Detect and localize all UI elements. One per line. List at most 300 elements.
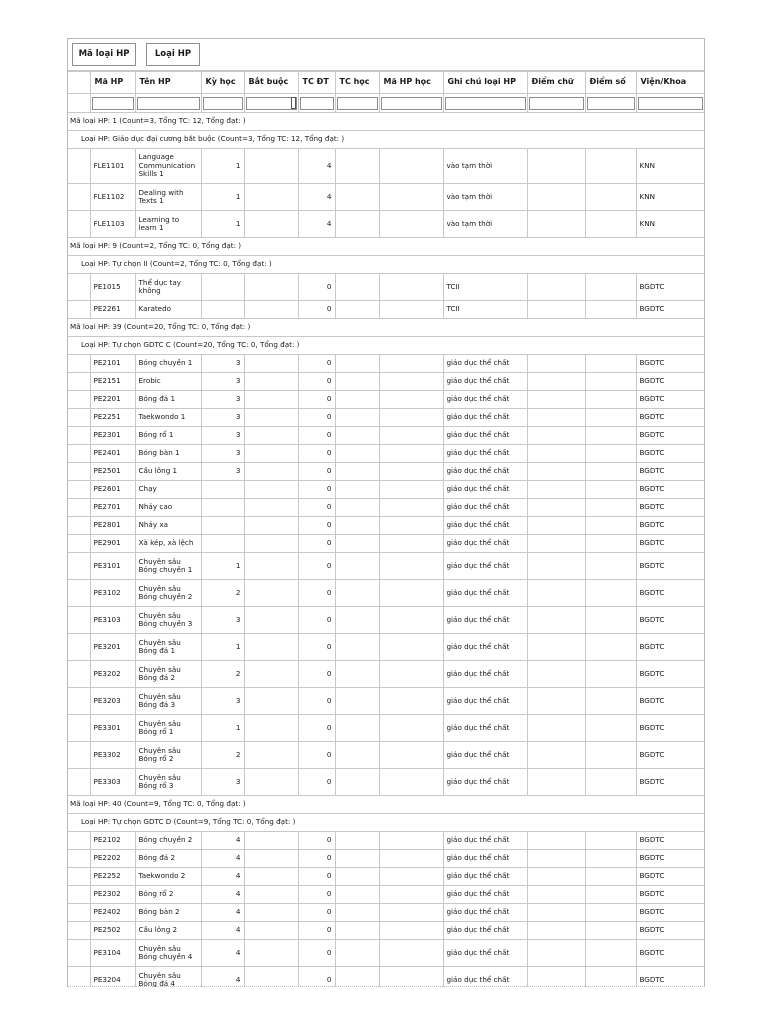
cell-diem-chu (527, 688, 585, 715)
cell-diem-so (585, 580, 636, 607)
row-indent-cell (68, 463, 79, 481)
cell-ma-hp-hoc (379, 832, 443, 850)
cell-ma-hp-hoc (379, 769, 443, 796)
cell-tc-hoc (335, 481, 379, 499)
cell-diem-so (585, 634, 636, 661)
cell-ma-hp: PE3204 (90, 967, 135, 988)
cell-ma-hp: PE2401 (90, 445, 135, 463)
table-row[interactable] (68, 688, 704, 715)
cell-ghi-chu-loai-hp: giáo dục thể chất (443, 688, 527, 715)
cell-bat-buoc (244, 274, 298, 301)
group-indent-header (79, 72, 90, 94)
cell-ky-hoc: 2 (201, 742, 244, 769)
group-row-loai-hp[interactable] (68, 131, 704, 149)
cell-ma-hp-hoc (379, 940, 443, 967)
cell-tc-hoc (335, 886, 379, 904)
cell-tc-hoc (335, 850, 379, 868)
cell-ghi-chu-loai-hp: giáo dục thể chất (443, 904, 527, 922)
cell-ten-hp: Chuyên sâu Bóng chuyền 3 (135, 607, 201, 634)
cell-diem-so (585, 715, 636, 742)
cell-ghi-chu-loai-hp: giáo dục thể chất (443, 832, 527, 850)
filter-input-tc-dt[interactable] (300, 97, 334, 110)
cell-diem-so (585, 355, 636, 373)
cell-bat-buoc (244, 742, 298, 769)
filter-input-ten-hp[interactable] (137, 97, 200, 110)
filter-input-ghi-chu-loai-hp[interactable] (445, 97, 526, 110)
row-indent-cell (68, 742, 79, 769)
cell-ma-hp-hoc (379, 481, 443, 499)
cell-ghi-chu-loai-hp: giáo dục thể chất (443, 427, 527, 445)
filter-input-bat-buoc[interactable] (246, 97, 297, 110)
table-row[interactable] (68, 409, 704, 427)
table-row[interactable] (68, 769, 704, 796)
table-row[interactable] (68, 715, 704, 742)
cell-vien-khoa: BGDTC (636, 967, 704, 988)
cell-ky-hoc (201, 499, 244, 517)
cell-diem-so (585, 688, 636, 715)
row-indent-cell (68, 427, 79, 445)
cell-tc-dt: 0 (298, 553, 335, 580)
cell-diem-chu (527, 445, 585, 463)
cell-ma-hp: FLE1101 (90, 149, 135, 184)
table-row[interactable] (68, 391, 704, 409)
filter-input-diem-so[interactable] (587, 97, 635, 110)
table-row[interactable] (68, 499, 704, 517)
cell-ghi-chu-loai-hp: giáo dục thể chất (443, 355, 527, 373)
filter-checkbox-bat-buoc[interactable] (291, 97, 296, 109)
course-grid-panel (67, 38, 705, 987)
cell-diem-so (585, 463, 636, 481)
filter-input-tc-hoc[interactable] (337, 97, 378, 110)
cell-ghi-chu-loai-hp: vào tạm thời (443, 184, 527, 211)
cell-ghi-chu-loai-hp: giáo dục thể chất (443, 850, 527, 868)
cell-diem-chu (527, 535, 585, 553)
cell-ma-hp: FLE1103 (90, 211, 135, 238)
cell-ma-hp: PE1015 (90, 274, 135, 301)
row-indent-cell (79, 769, 90, 796)
cell-ky-hoc (201, 517, 244, 535)
cell-ky-hoc: 3 (201, 391, 244, 409)
cell-ky-hoc: 1 (201, 184, 244, 211)
filter-cell-tc-hoc (335, 94, 379, 113)
cell-tc-hoc (335, 184, 379, 211)
group-row-ma-loai-hp[interactable] (68, 113, 704, 131)
row-indent-cell (68, 661, 79, 688)
cell-ten-hp: Chuyên sâu Bóng chuyền 4 (135, 940, 201, 967)
cell-vien-khoa: BGDTC (636, 742, 704, 769)
cell-diem-so (585, 661, 636, 688)
column-header-diem-chu[interactable]: Điểm chữ (527, 72, 585, 94)
table-row[interactable] (68, 967, 704, 988)
cell-diem-chu (527, 481, 585, 499)
cell-tc-hoc (335, 373, 379, 391)
row-indent-cell (68, 355, 79, 373)
cell-vien-khoa: BGDTC (636, 481, 704, 499)
filter-input-ma-hp[interactable] (92, 97, 134, 110)
column-header-tc-dt[interactable]: TC ĐT (298, 72, 335, 94)
cell-diem-chu (527, 769, 585, 796)
cell-tc-hoc (335, 688, 379, 715)
cell-vien-khoa: BGDTC (636, 886, 704, 904)
column-header-bat-buoc[interactable]: Bắt buộc (244, 72, 298, 94)
cell-ky-hoc: 4 (201, 868, 244, 886)
group-row-ma-loai-hp[interactable] (68, 319, 704, 337)
group-chip-loai-hp[interactable]: Loại HP (146, 43, 200, 66)
cell-ma-hp-hoc (379, 409, 443, 427)
row-indent-cell (79, 832, 90, 850)
cell-tc-dt: 0 (298, 922, 335, 940)
cell-ma-hp-hoc (379, 580, 443, 607)
cell-vien-khoa: BGDTC (636, 580, 704, 607)
cell-ky-hoc (201, 481, 244, 499)
cell-ma-hp: PE2501 (90, 463, 135, 481)
row-indent-cell (68, 688, 79, 715)
cell-diem-chu (527, 634, 585, 661)
filter-cell-tc-dt (298, 94, 335, 113)
cell-tc-hoc (335, 427, 379, 445)
cell-ky-hoc (201, 301, 244, 319)
row-indent-cell (68, 445, 79, 463)
cell-ma-hp-hoc (379, 391, 443, 409)
column-header-ma-hp-hoc[interactable]: Mã HP học (379, 72, 443, 94)
cell-ky-hoc (201, 274, 244, 301)
row-indent-cell (79, 427, 90, 445)
group-row-loai-hp[interactable] (68, 337, 704, 355)
cell-ma-hp-hoc (379, 688, 443, 715)
cell-diem-chu (527, 149, 585, 184)
cell-tc-dt: 0 (298, 868, 335, 886)
cell-ma-hp: PE3202 (90, 661, 135, 688)
cell-diem-so (585, 832, 636, 850)
filter-input-vien-khoa[interactable] (638, 97, 703, 110)
cell-tc-dt: 0 (298, 481, 335, 499)
group-chip-ma-loai-hp[interactable]: Mã loại HP (72, 43, 136, 66)
cell-tc-hoc (335, 832, 379, 850)
cell-tc-dt: 0 (298, 688, 335, 715)
cell-ky-hoc: 3 (201, 769, 244, 796)
cell-bat-buoc (244, 517, 298, 535)
cell-ghi-chu-loai-hp: TCII (443, 274, 527, 301)
cell-bat-buoc (244, 886, 298, 904)
cell-ma-hp-hoc (379, 373, 443, 391)
cell-ky-hoc: 1 (201, 553, 244, 580)
column-header-ten-hp[interactable]: Tên HP (135, 72, 201, 94)
cell-bat-buoc (244, 184, 298, 211)
cell-diem-chu (527, 715, 585, 742)
cell-ma-hp-hoc (379, 355, 443, 373)
cell-vien-khoa: BGDTC (636, 274, 704, 301)
cell-ma-hp: PE3104 (90, 940, 135, 967)
cell-vien-khoa: BGDTC (636, 832, 704, 850)
filter-cell-ghi-chu-loai-hp (443, 94, 527, 113)
table-row[interactable] (68, 940, 704, 967)
cell-ky-hoc: 1 (201, 634, 244, 661)
cell-diem-so (585, 607, 636, 634)
cell-ma-hp: PE2301 (90, 427, 135, 445)
row-indent-cell (68, 850, 79, 868)
cell-diem-chu (527, 868, 585, 886)
row-indent-cell (68, 967, 79, 988)
cell-ten-hp: Bóng bàn 1 (135, 445, 201, 463)
cell-ten-hp: Learning to learn 1 (135, 211, 201, 238)
table-row[interactable] (68, 355, 704, 373)
cell-tc-dt: 0 (298, 832, 335, 850)
table-row[interactable] (68, 274, 704, 301)
cell-tc-hoc (335, 391, 379, 409)
row-indent-cell (79, 607, 90, 634)
row-indent-cell (79, 940, 90, 967)
row-indent-cell (68, 535, 79, 553)
cell-ky-hoc (201, 535, 244, 553)
cell-ten-hp: Taekwondo 1 (135, 409, 201, 427)
cell-bat-buoc (244, 904, 298, 922)
cell-diem-chu (527, 499, 585, 517)
row-indent-cell (79, 868, 90, 886)
cell-tc-hoc (335, 211, 379, 238)
filter-cell-vien-khoa (636, 94, 704, 113)
row-indent-cell (68, 184, 79, 211)
cell-vien-khoa: BGDTC (636, 868, 704, 886)
group-row-loai-hp[interactable] (68, 256, 704, 274)
cell-ghi-chu-loai-hp: giáo dục thể chất (443, 967, 527, 988)
cell-vien-khoa: BGDTC (636, 427, 704, 445)
row-indent-cell (68, 553, 79, 580)
cell-ten-hp: Nhảy xa (135, 517, 201, 535)
cell-vien-khoa: BGDTC (636, 715, 704, 742)
cell-diem-chu (527, 922, 585, 940)
column-header-ma-hp[interactable]: Mã HP (90, 72, 135, 94)
table-row[interactable] (68, 184, 704, 211)
cell-ma-hp: PE2201 (90, 391, 135, 409)
cell-ten-hp: Dealing with Texts 1 (135, 184, 201, 211)
cell-bat-buoc (244, 967, 298, 988)
cell-bat-buoc (244, 607, 298, 634)
cell-diem-chu (527, 517, 585, 535)
group-label: Mã loại HP: 9 (Count=2, Tổng TC: 0, Tổng đạt: ) (68, 238, 704, 256)
cell-ghi-chu-loai-hp: giáo dục thể chất (443, 769, 527, 796)
cell-bat-buoc (244, 922, 298, 940)
cell-bat-buoc (244, 715, 298, 742)
cell-ghi-chu-loai-hp: giáo dục thể chất (443, 553, 527, 580)
cell-tc-dt: 0 (298, 301, 335, 319)
table-row[interactable] (68, 149, 704, 184)
table-row[interactable] (68, 634, 704, 661)
cell-ma-hp-hoc (379, 535, 443, 553)
cell-vien-khoa: BGDTC (636, 301, 704, 319)
cell-ma-hp: PE2601 (90, 481, 135, 499)
column-header-vien-khoa[interactable]: Viện/Khoa (636, 72, 704, 94)
row-indent-cell (68, 211, 79, 238)
table-row[interactable] (68, 580, 704, 607)
row-indent-cell (68, 904, 79, 922)
cell-ma-hp: PE3102 (90, 580, 135, 607)
row-indent-cell (68, 409, 79, 427)
cell-ma-hp: PE3302 (90, 742, 135, 769)
table-row[interactable] (68, 553, 704, 580)
cell-bat-buoc (244, 580, 298, 607)
cell-tc-dt: 0 (298, 661, 335, 688)
cell-diem-so (585, 391, 636, 409)
cell-ten-hp: Bóng đá 2 (135, 850, 201, 868)
filter-input-ma-hp-hoc[interactable] (381, 97, 442, 110)
cell-tc-dt: 0 (298, 274, 335, 301)
cell-ten-hp: Karatedo (135, 301, 201, 319)
row-indent-cell (68, 580, 79, 607)
cell-ky-hoc: 3 (201, 355, 244, 373)
cell-ten-hp: Chuyên sâu Bóng đá 2 (135, 661, 201, 688)
cell-ky-hoc: 2 (201, 661, 244, 688)
column-header-diem-so[interactable]: Điểm số (585, 72, 636, 94)
table-row[interactable] (68, 922, 704, 940)
cell-ky-hoc: 3 (201, 373, 244, 391)
cell-tc-dt: 0 (298, 742, 335, 769)
group-row-ma-loai-hp[interactable] (68, 238, 704, 256)
cell-tc-dt: 4 (298, 184, 335, 211)
table-row[interactable] (68, 517, 704, 535)
cell-bat-buoc (244, 481, 298, 499)
column-header-ky-hoc[interactable]: Kỳ học (201, 72, 244, 94)
cell-ten-hp: Thể dục tay không (135, 274, 201, 301)
filter-input-diem-chu[interactable] (529, 97, 584, 110)
cell-ten-hp: Chuyên sâu Bóng rổ 1 (135, 715, 201, 742)
cell-ten-hp: Chạy (135, 481, 201, 499)
cell-diem-chu (527, 427, 585, 445)
table-row[interactable] (68, 868, 704, 886)
group-row-ma-loai-hp[interactable] (68, 796, 704, 814)
cell-ma-hp-hoc (379, 967, 443, 988)
cell-tc-dt: 0 (298, 391, 335, 409)
filter-cell-ma-hp (90, 94, 135, 113)
cell-vien-khoa: BGDTC (636, 499, 704, 517)
cell-diem-so (585, 967, 636, 988)
cell-ma-hp-hoc (379, 850, 443, 868)
cell-diem-chu (527, 886, 585, 904)
cell-ghi-chu-loai-hp: giáo dục thể chất (443, 463, 527, 481)
grid-bottom-edge (67, 986, 703, 993)
table-row[interactable] (68, 301, 704, 319)
cell-tc-dt: 0 (298, 886, 335, 904)
table-row[interactable] (68, 661, 704, 688)
group-label: Mã loại HP: 1 (Count=3, Tổng TC: 12, Tổng đạt: ) (68, 113, 704, 131)
table-row[interactable] (68, 481, 704, 499)
cell-bat-buoc (244, 688, 298, 715)
cell-ma-hp-hoc (379, 607, 443, 634)
cell-ma-hp-hoc (379, 427, 443, 445)
cell-tc-dt: 0 (298, 850, 335, 868)
cell-ky-hoc: 4 (201, 940, 244, 967)
cell-ky-hoc: 3 (201, 409, 244, 427)
cell-tc-dt: 0 (298, 517, 335, 535)
column-header-tc-hoc[interactable]: TC học (335, 72, 379, 94)
cell-bat-buoc (244, 499, 298, 517)
cell-bat-buoc (244, 769, 298, 796)
table-row[interactable] (68, 607, 704, 634)
group-row-loai-hp[interactable] (68, 814, 704, 832)
row-indent-cell (79, 535, 90, 553)
cell-vien-khoa: BGDTC (636, 607, 704, 634)
row-indent-cell (68, 922, 79, 940)
cell-ma-hp-hoc (379, 184, 443, 211)
row-indent-cell (79, 688, 90, 715)
cell-ma-hp-hoc (379, 742, 443, 769)
cell-diem-so (585, 274, 636, 301)
filter-input-ky-hoc[interactable] (203, 97, 243, 110)
cell-ma-hp-hoc (379, 149, 443, 184)
cell-ma-hp: PE3203 (90, 688, 135, 715)
table-row[interactable] (68, 832, 704, 850)
cell-ten-hp: Chuyên sâu Bóng chuyền 2 (135, 580, 201, 607)
table-row[interactable] (68, 445, 704, 463)
cell-diem-so (585, 373, 636, 391)
row-indent-cell (68, 832, 79, 850)
cell-tc-dt: 0 (298, 373, 335, 391)
cell-bat-buoc (244, 850, 298, 868)
cell-bat-buoc (244, 409, 298, 427)
cell-ma-hp: PE3301 (90, 715, 135, 742)
cell-diem-chu (527, 742, 585, 769)
cell-vien-khoa: BGDTC (636, 904, 704, 922)
cell-tc-hoc (335, 149, 379, 184)
cell-ten-hp: Xà kép, xà lệch (135, 535, 201, 553)
cell-ma-hp: PE2801 (90, 517, 135, 535)
cell-tc-hoc (335, 535, 379, 553)
table-row[interactable] (68, 463, 704, 481)
row-indent-cell (68, 868, 79, 886)
row-indent-cell (68, 481, 79, 499)
table-row[interactable] (68, 742, 704, 769)
table-row[interactable] (68, 886, 704, 904)
grid-body (68, 94, 704, 988)
row-indent-cell (68, 769, 79, 796)
cell-tc-hoc (335, 769, 379, 796)
cell-ky-hoc: 4 (201, 904, 244, 922)
cell-ky-hoc: 4 (201, 967, 244, 988)
column-header-ghi-chu-loai-hp[interactable]: Ghi chú loại HP (443, 72, 527, 94)
cell-tc-dt: 0 (298, 409, 335, 427)
cell-ky-hoc: 3 (201, 463, 244, 481)
cell-bat-buoc (244, 634, 298, 661)
table-row[interactable] (68, 850, 704, 868)
cell-ten-hp: Nhảy cao (135, 499, 201, 517)
table-row[interactable] (68, 904, 704, 922)
filter-cell-ten-hp (135, 94, 201, 113)
table-row[interactable] (68, 373, 704, 391)
cell-ten-hp: Cầu lông 2 (135, 922, 201, 940)
table-row[interactable] (68, 427, 704, 445)
cell-tc-hoc (335, 634, 379, 661)
row-indent-cell (68, 517, 79, 535)
cell-tc-dt: 0 (298, 355, 335, 373)
row-indent-cell (79, 904, 90, 922)
cell-bat-buoc (244, 661, 298, 688)
cell-ghi-chu-loai-hp: giáo dục thể chất (443, 661, 527, 688)
row-indent-cell (79, 661, 90, 688)
row-indent-cell (79, 499, 90, 517)
cell-tc-hoc (335, 607, 379, 634)
cell-ghi-chu-loai-hp: giáo dục thể chất (443, 742, 527, 769)
cell-diem-so (585, 301, 636, 319)
cell-ma-hp: FLE1102 (90, 184, 135, 211)
table-row[interactable] (68, 535, 704, 553)
course-table (68, 71, 705, 987)
cell-vien-khoa: BGDTC (636, 391, 704, 409)
cell-diem-so (585, 940, 636, 967)
cell-diem-chu (527, 391, 585, 409)
cell-ten-hp: Bóng đá 1 (135, 391, 201, 409)
cell-diem-chu (527, 904, 585, 922)
cell-tc-dt: 0 (298, 535, 335, 553)
table-row[interactable] (68, 211, 704, 238)
